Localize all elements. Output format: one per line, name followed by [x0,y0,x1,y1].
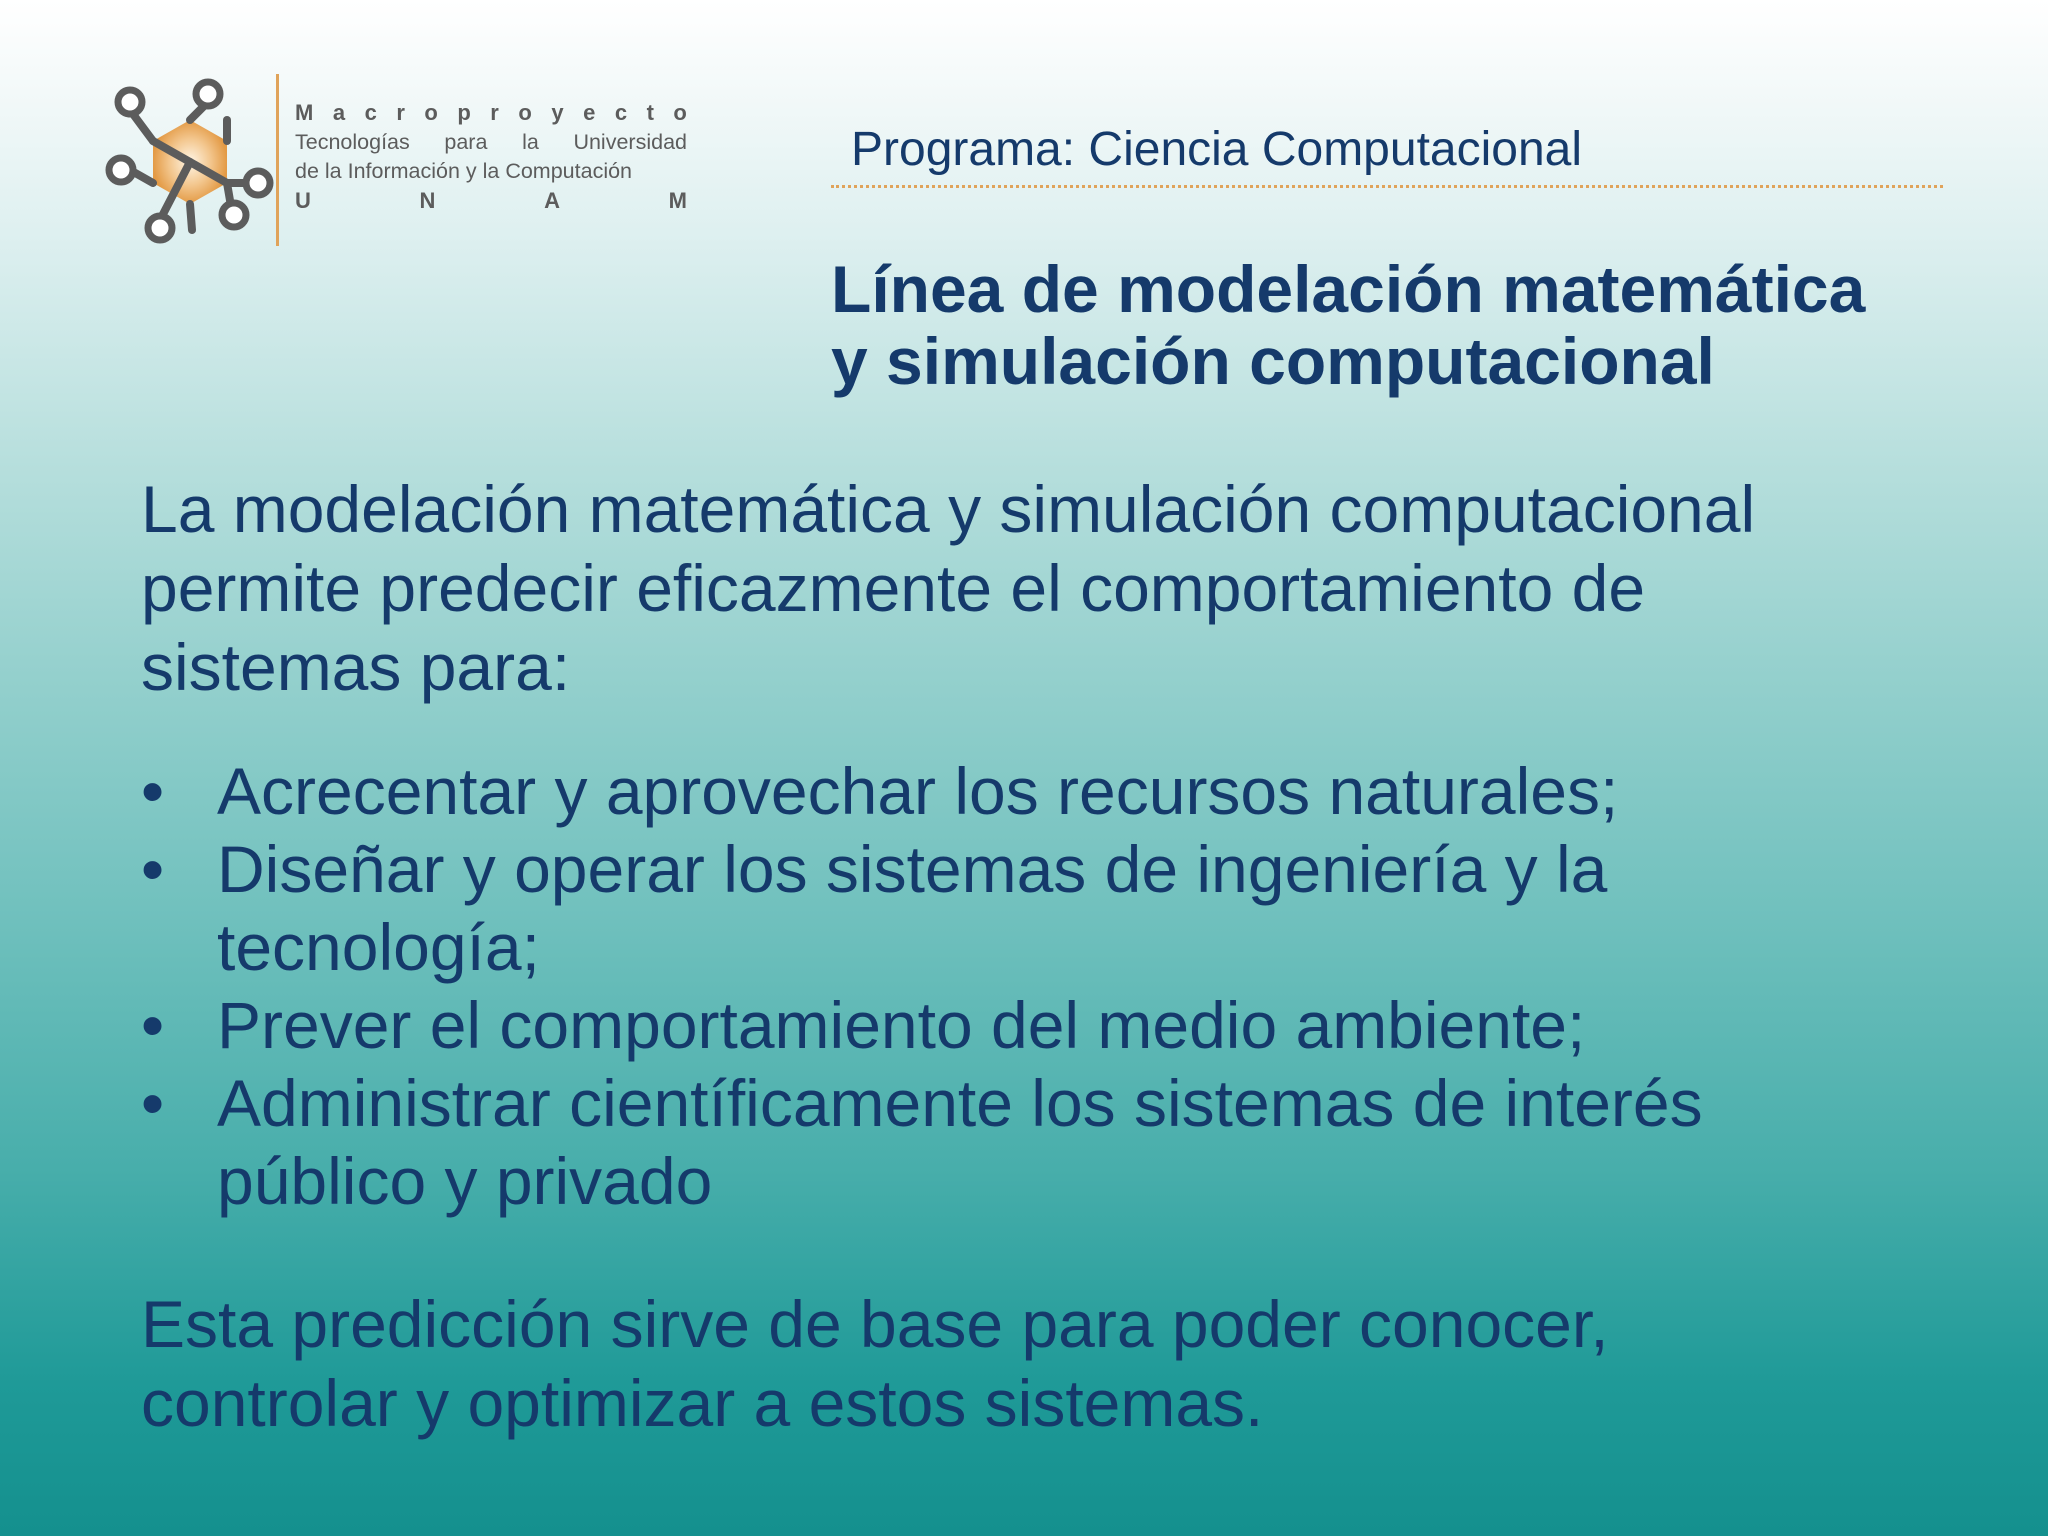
bullet-icon: • [141,754,165,828]
text-line: sistemas para: [141,630,571,704]
text-line: La modelación matemática y simulación computacional [141,472,1756,546]
molecule-network-icon [100,72,280,252]
text-line: Diseñar y operar los sistemas de ingeniería y la [217,832,1608,906]
text-line: Administrar científicamente los sistemas de interés [217,1066,1703,1140]
logo-wordmark [295,100,687,218]
bullet-icon: • [141,832,165,906]
closing-paragraph [141,1285,1921,1443]
intro-paragraph [141,470,1921,707]
logo-subtitle-line-2: de la Información y la Computación [295,159,633,183]
text-line: Prever el comportamiento del medio ambiente; [217,988,1586,1062]
bullet-item [141,830,1921,986]
logo-subtitle-line-1: Tecnologías para la Universidad [295,130,687,154]
text-line: Acrecentar y aprovechar los recursos naturales; [217,754,1619,828]
header-divider [831,185,1943,188]
text-line: Esta predicción sirve de base para poder conocer, [141,1287,1609,1361]
macroproyecto-logo [100,72,700,252]
bullet-item [141,1064,1921,1220]
text-line: público y privado [217,1144,713,1218]
slide-title-line: Línea de modelación matemática [831,252,1866,326]
logo-divider [276,74,279,246]
logo-macroproyecto: M a c r o p r o y e c t o [295,100,687,125]
bullet-icon: • [141,988,165,1062]
text-line: controlar y optimizar a estos sistemas. [141,1366,1264,1440]
text-line: permite predecir eficazmente el comportamiento de [141,551,1646,625]
program-label: Programa: Ciencia Computacional [851,123,1583,176]
logo-unam: U N A M [295,188,687,213]
text-line: tecnología; [217,910,540,984]
bullet-list [141,752,1921,1220]
bullet-item [141,752,1921,830]
bullet-icon: • [141,1066,165,1140]
bullet-item [141,986,1921,1064]
slide-title [831,253,1865,397]
slide-title-line: y simulación computacional [831,324,1715,398]
